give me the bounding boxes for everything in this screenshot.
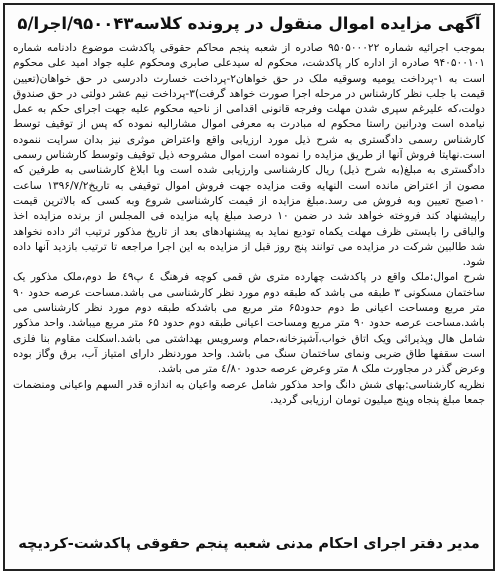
auction-notice <box>3 3 495 571</box>
notice-paragraph-execution: بموجب اجرائیه شماره ۹۵۰۵۰۰۰۲۲ صادره از شعبه پنجم محاکم حقوقی پاکدشت موضوع دادنامه شماره ۹۴۰۵۰۰۱۰۱ صادره از اداره کار پاکدشت، محکوم له سیدعلی صابری ومحکوم علیه جواد امید علی محکوم است به ۱-پرداخت یومیه وسوقیه ملک در حق خواهان۲-پرداخت خسارت دادرسی در حق خواهان(تعیین قیمت با جلب نظر کارشناس در مرحله اجرا صورت خواهد گرفت)۳-پرداخت نیم عشر دولتی در حق صندوق دولت،که علیرغم سپری شدن مهلت وفرجه قانونی اقدامی از ناحیه محکوم علیه جهت اجرای حکم به عمل نیامده است ودرانین راستا محکوم له مبادرت به معرفی اموال مشارالیه نموده که پس از توقیف توسط کارشناس رسمی دادگستری به شرح ذیل مورد ارزیابی واقع واعتراض موثری نیز بدان سرایت ننموده است.نهایتا فروش آنها از طریق مزایده را نموده است اموال مشروحه ذیل توقیف وتوسط کارشناس رسمی دادگستری به مبلغ(به شرح ذیل) ریال کارشناسی وارزیابی شده است وبا ابلاغ کارشناسی به طرفین که مصون از اعتراض مانده است النهایه وقت مزایده جهت فروش اموال توقیفی به تاریخ۱۳۹۶/۷/۲ ساعت ۱۰صبح تعیین وبه فروش می رسد.مبلغ مزایده از قیمت کارشناسی شروع وبه کسی که بالاترین قیمت راپیشنهاد کند فروخته خواهد شد در ضمن ۱۰ درصد مبلغ پایه مزایده فی المجلس از برنده مزایده اخذ والباقی را بایستی ظرف مهلت یکماه تودیع نماید به پیشنهادهای بعد از تاریخ مذکور ترتیب اثر داده نخواهد شد طالبین شرکت در مزایده می توانند پنج روز قبل از مزایده به این اجرا مراجعه تا ترتیب بازدید آنها داده شود. <box>13 42 485 269</box>
notice-body <box>13 41 485 517</box>
notice-title: آگهی مزایده اموال منقول در پرونده کلاسه۹۵۰۰۴۳/اجرا/۵ <box>17 14 481 33</box>
notice-paragraph-appraisal: نظریه کارشناسی:بهای شش دانگ واحد مذکور شامل عرصه واعیان به اندازه قدر السهم واعیانی ومنضمات جمعا مبلغ پنجاه وپنج میلیون تومان ارزیابی گردید. <box>13 378 485 406</box>
notice-signature: مدیر دفتر اجرای احکام مدنی شعبه پنجم حقوقی پاکدشت-کردیچه <box>18 536 480 552</box>
notice-paragraph-property: شرح اموال:ملک واقع در پاکدشت چهارده متری ش قمی کوچه فرهنگ ٤ پ٤٩ ط دوم،ملک مذکور یک ساختمان مسکونی ۳ طبقه می باشد که طبقه دوم مورد نظر کارشناسی می باشد.مساحت عرصه حدود ۹۰ متر مربع ومساحت اعیانی ط دوم حدود۶۵ متر مربع می باشدکه طبقه دوم مورد نظر کارشناسی می باشد.مساحت عرصه حدود ۹۰ متر مربع ومساحت اعیانی طبقه دوم حدود ۶۵ متر مربع میباشد. واحد مذکور شامل هال وپذیرائی ویک اتاق خواب،آشپزخانه،حمام وسرویس بهداشتی می باشد.اسکلت مقاوم بنا فلزی است سقفها طاق ضربی ونمای ساختمان سنگ می باشد. واحد موردنظر دارای امتیاز آب، برق وگاز بوده وعرض گذر در مجاورت ملک ۸ متر وعرض عرصه حدود ٤/۸۰ متر می باشد. <box>13 271 485 376</box>
